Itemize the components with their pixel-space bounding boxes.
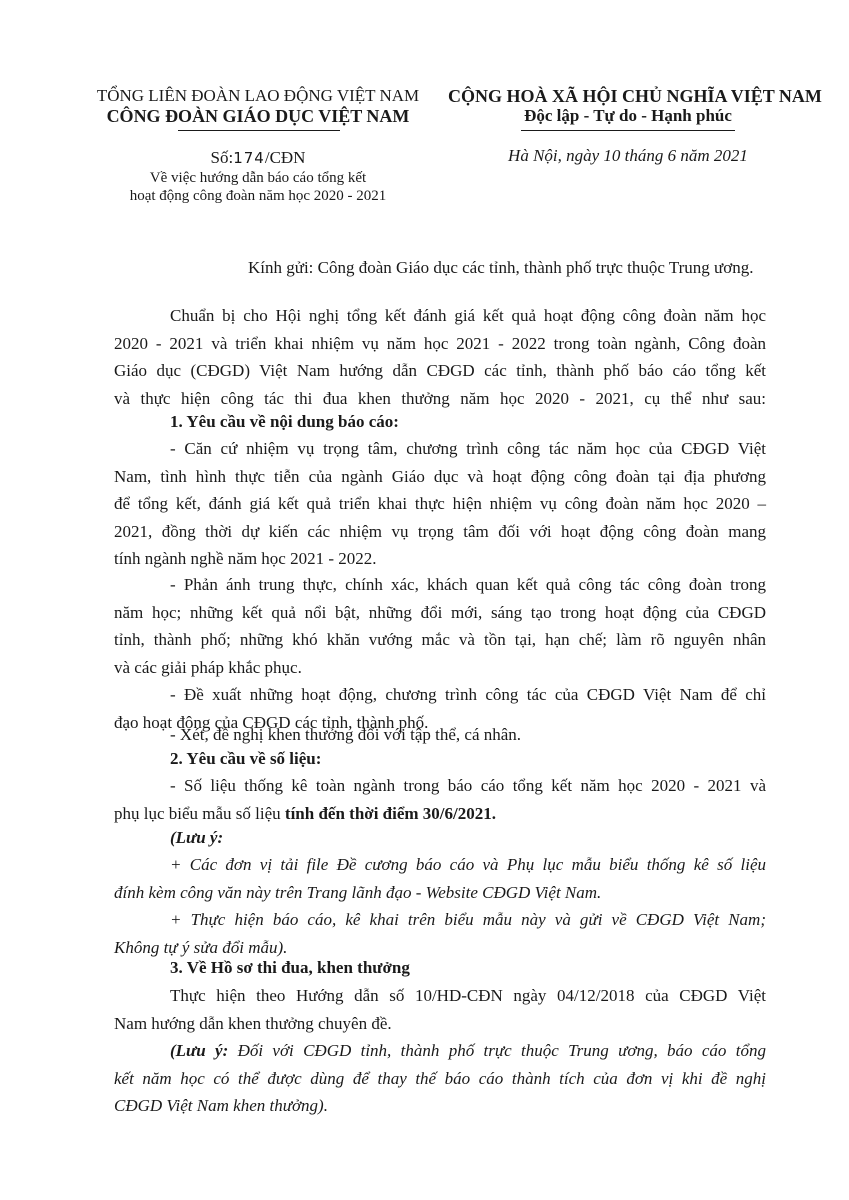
appendix-text: phụ lục biểu mẫu số liệu [114, 803, 285, 823]
place-date: Hà Nội, ngày 10 tháng 6 năm 2021 [508, 146, 748, 165]
text-line: - Đề xuất những hoạt động, chương trình công tác của CĐGD Việt Nam để chỉ [170, 685, 766, 704]
document-number [88, 148, 428, 168]
text-line: - Căn cứ nhiệm vụ trọng tâm, chương trình công tác năm học của CĐGD Việt [170, 439, 766, 458]
recipient-line: Kính gửi: Công đoàn Giáo dục các tỉnh, thành phố trực thuộc Trung ương. [248, 258, 754, 277]
section-3-body [114, 982, 766, 1037]
deadline-emphasis: tính đến thời điểm 30/6/2021. [284, 803, 497, 823]
note-text: Đối với CĐGD tỉnh, thành phố trực thuộc Trung ương, báo cáo tổng [228, 1041, 766, 1060]
text-line: tỉnh, thành phố; những khó khăn vướng mắc và tồn tại, hạn chế; làm rõ nguyên nhân [114, 630, 766, 649]
national-motto: Độc lập - Tự do - Hạnh phúc [524, 106, 732, 125]
note-label: (Lưu ý: [170, 1041, 229, 1060]
section-3-heading: 3. Về Hồ sơ thi đua, khen thưởng [170, 958, 410, 977]
section-2-heading: 2. Yêu cầu về số liệu: [170, 749, 322, 768]
org-underline [178, 130, 340, 131]
ref-number-handwritten: 174 [233, 149, 265, 167]
text-line: Nam hướng dẫn khen thưởng chuyên đề. [114, 1013, 392, 1033]
text-line: năm học; những kết quả nổi bật, những đổi mới, sáng tạo trong hoạt động của CĐGD [114, 602, 766, 622]
section-1-item-4 [114, 721, 766, 749]
text-line: 2020 - 2021 và triển khai nhiệm vụ năm học 2021 - 2022 trong toàn ngành, Công đoàn [114, 333, 766, 353]
section-1-item-2 [114, 571, 766, 681]
text-line: Chuẩn bị cho Hội nghị tổng kết đánh giá kết quả hoạt động công đoàn năm học [170, 306, 766, 325]
subject-line-2: hoạt động công đoàn năm học 2020 - 2021 [129, 188, 387, 204]
text-line: - Phản ánh trung thực, chính xác, khách quan kết quả công tác công đoàn trong [170, 575, 766, 594]
text-line: Thực hiện theo Hướng dẫn số 10/HD-CĐN ngày 04/12/2018 của CĐGD Việt [170, 986, 766, 1005]
text-line: kết năm học có thể được dùng để thay thế báo cáo thành tích của đơn vị khi đề nghị [114, 1068, 766, 1088]
text-line: và thực hiện công tác thi đua khen thưởng năm học 2020 - 2021, cụ thể như sau: [114, 388, 766, 408]
ref-prefix: Số: [210, 148, 234, 167]
text-line: đính kèm công văn này trên Trang lãnh đạo - Website CĐGD Việt Nam. [114, 882, 602, 902]
text-line: - Xét, đề nghị khen thưởng đối với tập thể, cá nhân. [170, 725, 522, 744]
text-line: để tổng kết, đánh giá kết quả triển khai thực hiện nhiệm vụ công đoàn năm học 2020 – [114, 494, 766, 513]
section-1-heading: 1. Yêu cầu về nội dung báo cáo: [170, 412, 399, 431]
text-line: Giáo dục (CĐGD) Việt Nam hướng dẫn CĐGD các tỉnh, thành phố báo cáo tổng kết [114, 361, 766, 380]
section-2-note-1 [114, 851, 766, 906]
section-1-item-1 [114, 435, 766, 573]
subject-line-1: Về việc hướng dẫn báo cáo tổng kết [149, 170, 367, 186]
motto-underline [521, 130, 735, 131]
org-parent-name: TỔNG LIÊN ĐOÀN LAO ĐỘNG VIỆT NAM [96, 86, 420, 105]
text-line: 2021, đồng thời dự kiến các nhiệm vụ trọng tâm đối với hoạt động công đoàn mang [114, 521, 766, 541]
national-title: CỘNG HOÀ XÃ HỘI CHỦ NGHĨA VIỆT NAM [448, 86, 822, 106]
section-2-note-label: (Lưu ý: [170, 828, 224, 847]
text-line: - Số liệu thống kê toàn ngành trong báo cáo tổng kết năm học 2020 - 2021 và [170, 776, 766, 795]
section-3-note [114, 1037, 766, 1120]
text-line: tính ngành nghề năm học 2021 - 2022. [114, 549, 377, 568]
text-line: đạo hoạt động của CĐGD các tỉnh, thành phố. [114, 712, 429, 732]
section-2-note-2 [114, 906, 766, 961]
text-line: Không tự ý sửa đổi mẫu). [114, 937, 288, 957]
text-line: Nam, tình hình thực tiễn của ngành Giáo dục và hoạt động công đoàn tại địa phương [114, 466, 766, 486]
text-line: và các giải pháp khắc phục. [114, 657, 302, 677]
text-line: + Các đơn vị tải file Đề cương báo cáo và Phụ lục mẫu biểu thống kê số liệu [170, 855, 766, 874]
org-name: CÔNG ĐOÀN GIÁO DỤC VIỆT NAM [106, 106, 410, 126]
text-line: + Thực hiện báo cáo, kê khai trên biểu mẫu này và gửi về CĐGD Việt Nam; [170, 910, 766, 929]
text-line: CĐGD Việt Nam khen thưởng). [114, 1096, 328, 1115]
section-2-body [114, 772, 766, 827]
text-line [114, 800, 766, 828]
text-line [114, 1037, 766, 1065]
intro-paragraph [114, 302, 766, 412]
ref-suffix: /CĐN [264, 148, 306, 167]
